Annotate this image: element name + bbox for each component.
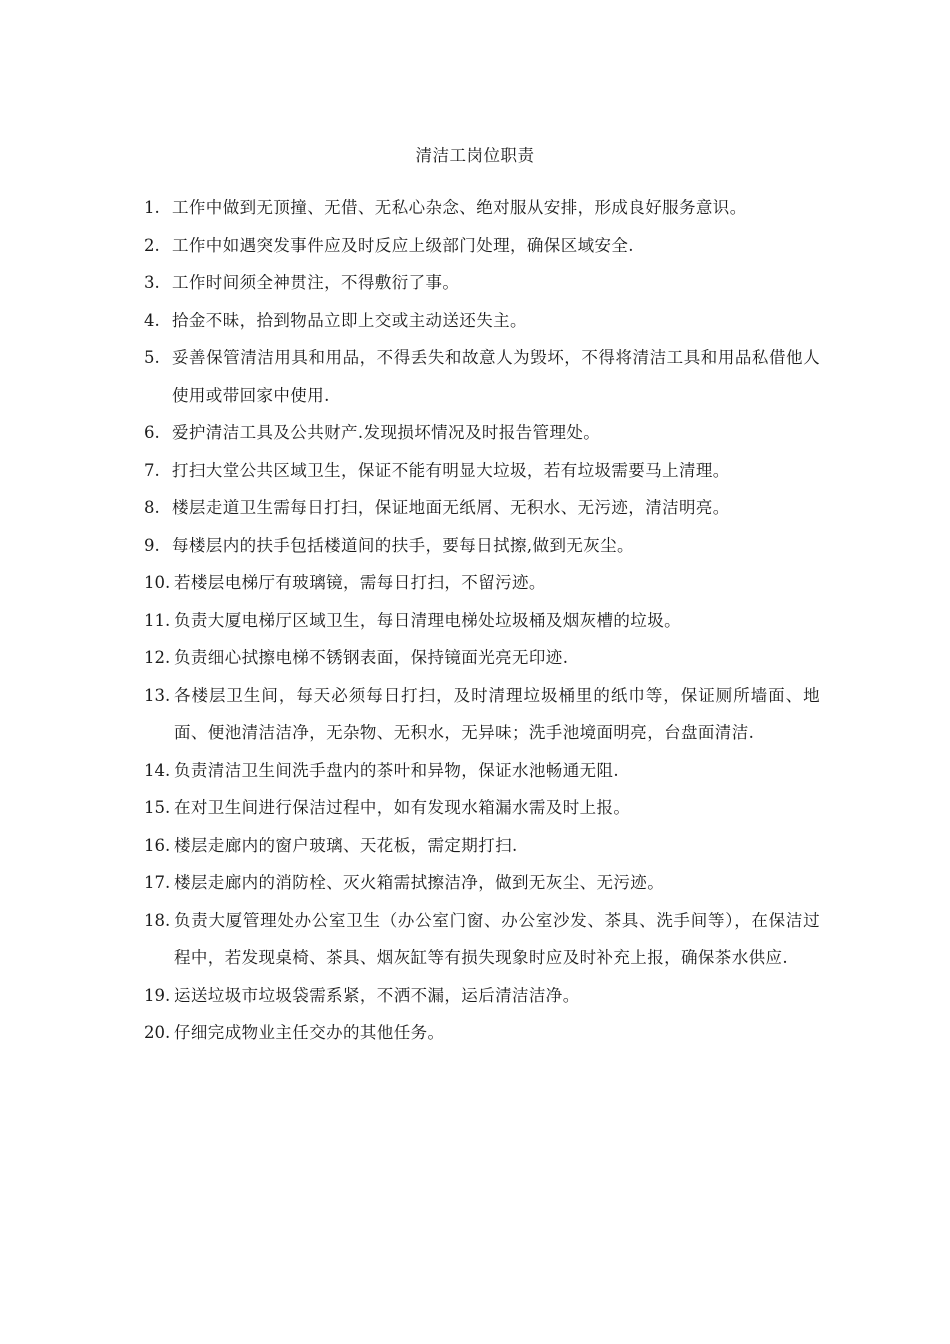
list-item-text: 工作中如遇突发事件应及时反应上级部门处理，确保区域安全. [172, 235, 634, 255]
list-item [144, 789, 820, 827]
list-item-number: 3. [144, 273, 160, 292]
list-item-text: 负责大厦管理处办公室卫生（办公室门窗、办公室沙发、茶具、洗手间等），在保洁过程中，若发现桌椅、茶具、烟灰缸等有损失现象时应及时补充上报，确保茶水供应. [174, 910, 820, 967]
list-item-number: 7. [144, 460, 160, 480]
list-item [144, 977, 820, 1015]
list-item-text: 负责大厦电梯厅区域卫生，每日清理电梯处垃圾桶及烟灰槽的垃圾。 [174, 610, 681, 630]
list-item-number: 11. [144, 610, 171, 630]
list-item [144, 827, 820, 865]
list-item [144, 564, 820, 602]
list-item-number: 2. [144, 235, 160, 255]
list-item-text: 妥善保管清洁用具和用品，不得丢失和故意人为毁坏，不得将清洁工具和用品私借他人使用或带回家中使用. [172, 348, 820, 405]
list-item-number: 10. [144, 573, 171, 592]
list-item [144, 414, 820, 452]
list-item [144, 677, 820, 752]
list-item-number: 8. [144, 498, 160, 517]
list-item [144, 864, 820, 902]
duty-list [144, 189, 820, 1052]
list-item-number: 9. [144, 535, 160, 555]
list-item-number: 16. [144, 835, 171, 855]
list-item-text: 在对卫生间进行保洁过程中，如有发现水箱漏水需及时上报。 [174, 798, 631, 817]
list-item-number: 14. [144, 760, 171, 780]
list-item-text: 打扫大堂公共区域卫生，保证不能有明显大垃圾，若有垃圾需要马上清理。 [172, 460, 730, 480]
list-item-text: 负责清洁卫生间洗手盘内的茶叶和异物，保证水池畅通无阻. [174, 760, 620, 780]
list-item-text: 工作时间须全神贯注，不得敷衍了事。 [172, 273, 460, 292]
list-item-number: 1. [144, 198, 160, 217]
list-item [144, 227, 820, 265]
list-item [144, 452, 820, 490]
list-item-text: 楼层走道卫生需每日打扫，保证地面无纸屑、无积水、无污迹，清洁明亮。 [172, 498, 730, 517]
list-item-text: 仔细完成物业主任交办的其他任务。 [174, 1023, 445, 1042]
list-item-text: 运送垃圾市垃圾袋需系紧，不洒不漏，运后清洁洁净。 [174, 985, 580, 1005]
list-item [144, 752, 820, 790]
list-item-text: 楼层走廊内的窗户玻璃、天花板，需定期打扫. [174, 835, 518, 855]
list-item-number: 20. [144, 1023, 171, 1042]
list-item-text: 负责细心拭擦电梯不锈钢表面，保持镜面光亮无印迹. [174, 648, 569, 667]
list-item [144, 639, 820, 677]
list-item [144, 189, 820, 227]
list-item-number: 17. [144, 873, 171, 892]
list-item-text: 各楼层卫生间，每天必须每日打扫，及时清理垃圾桶里的纸巾等，保证厕所墙面、地面、便池清洁洁净，无杂物、无积水，无异味；洗手池境面明亮，台盘面清洁. [174, 685, 820, 742]
list-item-number: 5. [144, 348, 160, 367]
list-item [144, 1014, 820, 1052]
list-item-text: 楼层走廊内的消防栓、灭火箱需拭擦洁净，做到无灰尘、无污迹。 [174, 873, 665, 892]
list-item [144, 902, 820, 977]
document-title: 清洁工岗位职责 [415, 146, 535, 165]
list-item-text: 若楼层电梯厅有玻璃镜，需每日打扫，不留污迹。 [174, 573, 546, 592]
list-item-text: 爱护清洁工具及公共财产.发现损坏情况及时报告管理处。 [172, 423, 601, 442]
list-item [144, 489, 820, 527]
list-item [144, 302, 820, 340]
list-item-number: 12. [144, 648, 171, 667]
list-item [144, 602, 820, 640]
list-item-text: 每楼层内的扶手包括楼道间的扶手，要每日拭擦,做到无灰尘。 [172, 535, 634, 555]
list-item-number: 15. [144, 798, 171, 817]
list-item [144, 527, 820, 565]
list-item-text: 工作中做到无顶撞、无借、无私心杂念、绝对服从安排，形成良好服务意识。 [172, 198, 747, 217]
list-item-number: 4. [144, 310, 160, 330]
list-item [144, 339, 820, 414]
list-item-number: 13. [144, 685, 171, 705]
list-item-number: 19. [144, 985, 171, 1005]
list-item-number: 6. [144, 423, 160, 442]
list-item [144, 264, 820, 302]
list-item-number: 18. [144, 910, 171, 930]
list-item-text: 拾金不昧，拾到物品立即上交或主动送还失主。 [172, 310, 527, 330]
